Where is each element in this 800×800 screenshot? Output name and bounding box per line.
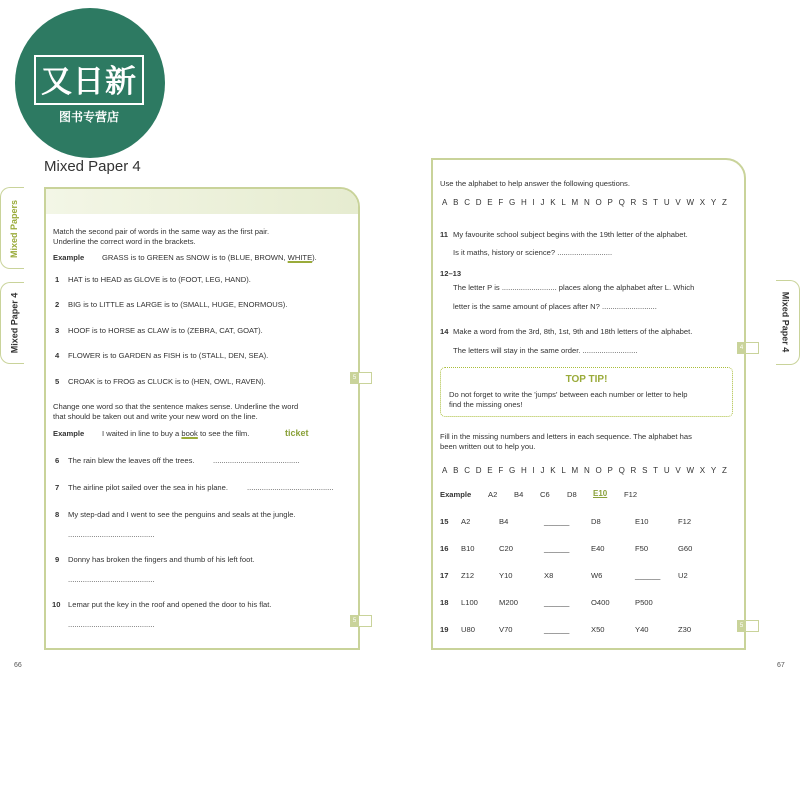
example-text-b: ). (312, 253, 317, 262)
sequence-example-label: Example (440, 490, 472, 499)
side-tab-mixed-paper-4-label: Mixed Paper 4 (9, 292, 20, 354)
side-tab-mixed-papers-label: Mixed Papers (9, 199, 20, 259)
alphabet-letter: S (642, 466, 648, 475)
alphabet-letter: K (550, 466, 556, 475)
alphabet-letter: D (475, 466, 482, 475)
sequence-cell: B10 (461, 544, 475, 553)
question-number: 12–13 (440, 269, 462, 278)
sequence-cell: D8 (591, 517, 601, 526)
alphabet-letter: L (561, 466, 566, 475)
sequence-cell: B4 (499, 517, 509, 526)
sequence-example-term: A2 (488, 490, 498, 499)
question-text: HOOF is to HORSE as CLAW is to (ZEBRA, CAT, GOAT). (68, 326, 263, 335)
sequence-cell: Z12 (461, 571, 475, 580)
question-text: The airline pilot sailed over the sea in his plane. (68, 483, 228, 492)
alphabet-letter: M (571, 466, 579, 475)
top-tip-title: TOP TIP! (565, 374, 608, 385)
alphabet-letter: O (595, 466, 602, 475)
alphabet-letter: H (520, 198, 527, 207)
alphabet-letter: X (699, 198, 706, 207)
answer-line[interactable]: ......................................... (68, 620, 155, 629)
sequence-blank[interactable]: ______ (544, 598, 570, 607)
question-number: 15 (440, 517, 449, 526)
answer-line[interactable]: ......................................... (213, 456, 300, 465)
alphabet-letter: Y (710, 466, 717, 475)
alphabet-letter: A (442, 198, 448, 207)
alphabet-letter: Z (721, 198, 727, 207)
alphabet-letter: N (583, 198, 590, 207)
page-number-left: 66 (14, 662, 22, 669)
alphabet-letter: Q (618, 466, 625, 475)
top-tip-text-1: Do not forget to write the 'jumps' between each number or letter to help (449, 390, 688, 399)
alphabet-letter: D (475, 198, 482, 207)
left-panel-header-band (46, 189, 358, 214)
example-text (102, 253, 317, 263)
alphabet-letter: W (686, 466, 694, 475)
example2-label: Example (53, 429, 85, 438)
sequence-blank[interactable]: ______ (544, 544, 570, 553)
sequence-cell: F12 (678, 517, 692, 526)
alphabet-letter: N (583, 466, 590, 475)
question-number: 4 (55, 351, 60, 360)
question-text: My favourite school subject begins with the 19th letter of the alphabet. (453, 230, 688, 239)
instructions-line-3: Change one word so that the sentence makes sense. Underline the word (53, 402, 299, 411)
sequence-blank[interactable]: ______ (544, 517, 570, 526)
sequence-example-term: C6 (540, 490, 550, 499)
alphabet-letter: B (453, 198, 459, 207)
example2-text-a: I waited in line to buy a (102, 429, 182, 438)
alphabet-letter: W (686, 198, 694, 207)
alphabet-letter: F (498, 466, 504, 475)
alphabet-letter: F (498, 198, 504, 207)
question-number: 2 (55, 300, 60, 309)
page-number-right: 67 (777, 662, 785, 669)
question-text: HAT is to HEAD as GLOVE is to (FOOT, LEG, HAND). (68, 275, 251, 284)
sequence-cell: G60 (678, 544, 693, 553)
question-answer-line[interactable]: The letters will stay in the same order. .......................... (453, 346, 638, 355)
question-text: CROAK is to FROG as CLUCK is to (HEN, OWL, RAVEN). (68, 377, 266, 386)
alphabet-letter: S (642, 198, 648, 207)
alphabet-letter: V (675, 198, 681, 207)
example2-text-b: to see the film. (197, 429, 250, 438)
question-text: The rain blew the leaves off the trees. (68, 456, 195, 465)
question-text: Make a word from the 3rd, 8th, 1st, 9th and 18th letters of the alphabet. (453, 327, 693, 336)
score-box-total: 5 (737, 620, 746, 632)
alphabet-letter: R (630, 466, 637, 475)
alphabet-letter: A (442, 466, 448, 475)
sequence-cell: W6 (591, 571, 603, 580)
question-number: 16 (440, 544, 449, 553)
example-text-a: GRASS is to GREEN as SNOW is to (BLUE, BROWN, (102, 253, 288, 262)
sequence-cell: V70 (499, 625, 513, 634)
alphabet-letter: E (487, 466, 493, 475)
alphabet-letter: Y (710, 198, 717, 207)
sequence-cell: M200 (499, 598, 518, 607)
logo-main-text: 又日新 (41, 64, 137, 100)
alphabet-letter: K (550, 198, 556, 207)
sequence-example-term: B4 (514, 490, 524, 499)
sequence-cell: E10 (635, 517, 649, 526)
alphabet-letter: E (487, 198, 493, 207)
sequence-cell: U2 (678, 571, 688, 580)
alphabet-letter: T (653, 466, 659, 475)
page-title: Mixed Paper 4 (44, 158, 141, 175)
question-number: 5 (55, 377, 60, 386)
question-text: BIG is to LITTLE as LARGE is to (SMALL, HUGE, ENORMOUS). (68, 300, 288, 309)
sequence-cell: P500 (635, 598, 653, 607)
alphabet-letter: P (607, 198, 613, 207)
sequence-cell: Z30 (678, 625, 692, 634)
side-tab-right-label: Mixed Paper 4 (780, 291, 791, 353)
alphabet-letter: J (540, 198, 545, 207)
alphabet-letter: I (532, 198, 535, 207)
alphabet-instructions: Use the alphabet to help answer the following questions. (440, 179, 630, 188)
alphabet-letter: L (561, 198, 566, 207)
score-box-total: 4 (737, 342, 746, 354)
question-number: 10 (52, 600, 61, 609)
alphabet-letter: B (453, 466, 459, 475)
question-number: 3 (55, 326, 60, 335)
question-text: Donny has broken the fingers and thumb of his left foot. (68, 555, 255, 564)
question-text: FLOWER is to GARDEN as FISH is to (STALL, DEN, SEA). (68, 351, 269, 360)
answer-line[interactable]: ......................................... (247, 483, 334, 492)
sequence-blank[interactable]: ______ (544, 625, 570, 634)
alphabet-letter: C (464, 198, 470, 207)
alphabet-letter: Z (721, 466, 727, 475)
answer-line[interactable]: ......................................... (68, 530, 155, 539)
sequence-instructions-1: Fill in the missing numbers and letters in each sequence. The alphabet has (440, 432, 692, 441)
sequence-cell: E40 (591, 544, 605, 553)
question-number: 7 (55, 483, 60, 492)
question-text: letter is the same amount of places after N? .......................... (453, 302, 657, 311)
question-number: 8 (55, 510, 60, 519)
question-number: 11 (440, 230, 449, 239)
sequence-blank[interactable]: ______ (635, 571, 661, 580)
alphabet-letter: O (595, 198, 602, 207)
question-number: 6 (55, 456, 60, 465)
answer-line[interactable]: ......................................... (68, 575, 155, 584)
alphabet-letter: G (508, 466, 516, 475)
question-number: 9 (55, 555, 60, 564)
question-text: Lemar put the key in the roof and opened the door to his flat. (68, 600, 272, 609)
alphabet-letter: C (464, 466, 470, 475)
question-text: My step-dad and I went to see the penguins and seals at the jungle. (68, 510, 296, 519)
alphabet-row (442, 198, 727, 207)
example-label: Example (53, 253, 85, 262)
question-text: The letter P is .......................... places along the alphabet after L. Which (453, 283, 695, 292)
alphabet-letter: J (540, 466, 545, 475)
sequence-cell: A2 (461, 517, 471, 526)
sequence-example-answer: E10 (593, 489, 608, 498)
question-number: 17 (440, 571, 449, 580)
alphabet-row-2 (442, 466, 727, 475)
alphabet-letter: G (508, 198, 516, 207)
alphabet-letter: T (653, 198, 659, 207)
instructions-line-4: that should be taken out and write your new word on the line. (53, 412, 258, 421)
sequence-cell: X50 (591, 625, 605, 634)
alphabet-letter: P (607, 466, 613, 475)
instructions-line-1: Match the second pair of words in the same way as the first pair. (53, 227, 270, 236)
sequence-example-term: F12 (624, 490, 638, 499)
alphabet-letter: V (675, 466, 681, 475)
top-tip-text-2: find the missing ones! (449, 400, 523, 409)
sequence-instructions-2: been written out to help you. (440, 442, 536, 451)
sequence-cell: U80 (461, 625, 475, 634)
alphabet-letter: U (663, 466, 670, 475)
alphabet-letter: Q (618, 198, 625, 207)
question-number: 19 (440, 625, 449, 634)
alphabet-letter: U (663, 198, 670, 207)
example2-text (102, 429, 249, 439)
alphabet-letter: X (699, 466, 706, 475)
sequence-cell: O400 (591, 598, 610, 607)
alphabet-letter: H (520, 466, 527, 475)
alphabet-letter: M (571, 198, 579, 207)
logo-sub-text: 图书专营店 (58, 110, 119, 124)
example2-word: book (181, 429, 198, 438)
instructions-line-2: Underline the correct word in the brackets. (53, 237, 196, 246)
sequence-cell: Y10 (499, 571, 513, 580)
score-box-total: 5 (350, 615, 359, 627)
question-answer-line[interactable]: Is it maths, history or science? .......................... (453, 248, 613, 257)
example-answer: WHITE (287, 253, 313, 262)
question-number: 1 (55, 275, 60, 284)
alphabet-letter: R (630, 198, 637, 207)
sequence-example-term: D8 (567, 490, 577, 499)
alphabet-letter: I (532, 466, 535, 475)
question-number: 18 (440, 598, 449, 607)
sequence-cell: L100 (461, 598, 478, 607)
example2-handwritten-answer: ticket (285, 428, 309, 438)
sequence-cell: X8 (544, 571, 554, 580)
score-box-total: 5 (350, 372, 359, 384)
sequence-cell: Y40 (635, 625, 649, 634)
sequence-cell: C20 (499, 544, 513, 553)
question-number: 14 (440, 327, 449, 336)
sequence-cell: F50 (635, 544, 649, 553)
